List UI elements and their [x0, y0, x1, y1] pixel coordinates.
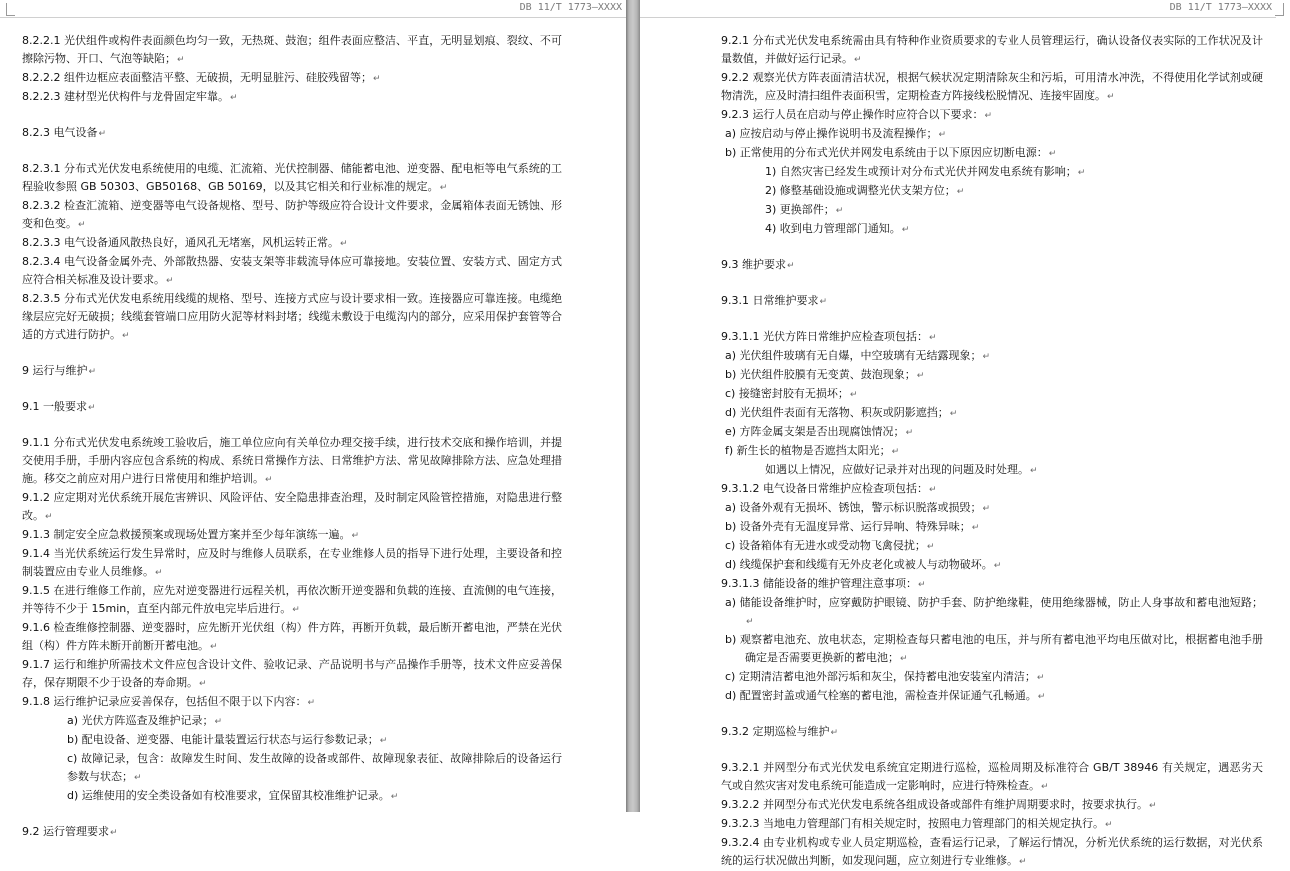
paragraph[interactable] — [725, 594, 1263, 631]
paragraph[interactable] — [721, 163, 1263, 182]
paragraph-mark-icon: ↵ — [1048, 149, 1057, 159]
paragraph-mark-icon: ↵ — [88, 403, 96, 413]
paragraph-mark-icon: ↵ — [900, 654, 908, 664]
paragraph-mark-icon: ↵ — [1107, 92, 1115, 102]
paragraph[interactable] — [22, 712, 562, 731]
paragraph-text: 9.2.3 运行人员在启动与停止操作时应符合以下要求： — [721, 108, 984, 121]
paragraph-mark-icon: ↵ — [78, 220, 86, 230]
paragraph[interactable] — [725, 518, 1263, 537]
paragraph[interactable] — [721, 834, 1263, 871]
paragraph-text: 9.3.1 日常维护要求 — [721, 294, 819, 307]
paragraph-mark-icon: ↵ — [1041, 782, 1049, 792]
paragraph[interactable] — [721, 220, 1263, 239]
paragraph[interactable] — [22, 32, 562, 69]
paragraph[interactable] — [22, 823, 562, 842]
paragraph-text: c) 定期清洁蓄电池外部污垢和灰尘，保持蓄电池安装室内清洁； — [725, 670, 1036, 683]
paragraph-text: 8.2.3.2 检查汇流箱、逆变器等电气设备规格、型号、防护等级应符合设计文件要求，金属箱体表面无锈蚀、形变和色变。 — [22, 199, 562, 230]
paragraph-text: 9.2.1 分布式光伏发电系统需由具有特种作业资质要求的专业人员管理运行，确认设备仪表实际的工作状况及计量数值，并做好运行记录。 — [721, 34, 1263, 65]
paragraph-text: 9.3.2.1 并网型分布式光伏发电系统宜定期进行巡检，巡检周期及标准符合 GB/T 38946 有关规定，遇恶劣天气或自然灾害对发电系统可能造成一定影响时，应进行特殊检查。 — [721, 761, 1263, 792]
paragraph-mark-icon: ↵ — [122, 331, 130, 341]
paragraph-mark-icon: ↵ — [938, 130, 947, 140]
paragraph-text: 9.3.1.3 储能设备的维护管理注意事项： — [721, 577, 917, 590]
paragraph-mark-icon: ↵ — [849, 390, 858, 400]
paragraph[interactable] — [721, 292, 1263, 311]
paragraph-mark-icon: ↵ — [177, 55, 185, 65]
paragraph[interactable] — [22, 731, 562, 750]
paragraph-text: c) 接缝密封胶有无损坏； — [725, 387, 849, 400]
paragraph-text: 9.3 维护要求 — [721, 258, 786, 271]
margin-corner-mark — [1275, 3, 1284, 16]
paragraph-mark-icon: ↵ — [1148, 801, 1157, 811]
paragraph-mark-icon: ↵ — [982, 504, 991, 514]
header-rule — [640, 17, 1276, 18]
paragraph-text: 8.2.3.4 电气设备金属外壳、外部散热器、安装支架等非载流导体应可靠接地。安装位置、安装方式、固定方式应符合相关标准及设计要求。 — [22, 255, 562, 286]
paragraph[interactable] — [22, 124, 562, 143]
paragraph-mark-icon: ↵ — [1036, 673, 1045, 683]
paragraph-text: 9.1.7 运行和维护所需技术文件应包含设计文件、验收记录、产品说明书与产品操作手册等，技术文件应妥善保存，保存期限不少于设备的寿命期。 — [22, 658, 562, 689]
paragraph[interactable] — [721, 723, 1263, 742]
paragraph-mark-icon: ↵ — [1077, 168, 1086, 178]
paragraph-mark-icon: ↵ — [787, 261, 795, 271]
paragraph[interactable] — [721, 461, 1263, 480]
paragraph-text: a) 光伏方阵巡查及维护记录； — [67, 714, 214, 727]
paragraph[interactable] — [721, 796, 1263, 815]
paragraph-text: 9.1.4 当光伏系统运行发生异常时，应及时与维修人员联系，在专业维修人员的指导下进行处理，主要设备和控制装置应由专业人员维修。 — [22, 547, 562, 578]
paragraph[interactable] — [22, 489, 562, 526]
paragraph-mark-icon: ↵ — [916, 371, 925, 381]
paragraph-text: 9.3.2.3 当地电力管理部门有相关规定时，按照电力管理部门的相关规定执行。 — [721, 817, 1104, 830]
paragraph-mark-icon: ↵ — [993, 561, 1002, 571]
paragraph[interactable] — [725, 537, 1263, 556]
paragraph-mark-icon: ↵ — [166, 276, 174, 286]
paragraph[interactable] — [725, 687, 1263, 706]
paragraph[interactable] — [721, 182, 1263, 201]
paragraph-text: d) 光伏组件表面有无落物、积灰或阴影遮挡； — [725, 406, 949, 419]
paragraph-mark-icon: ↵ — [746, 617, 754, 627]
paragraph-mark-icon: ↵ — [830, 728, 839, 738]
paragraph[interactable] — [725, 347, 1263, 366]
paragraph-mark-icon: ↵ — [199, 679, 207, 689]
paragraph[interactable] — [725, 144, 1263, 163]
paragraph-text: 9.3.2.4 由专业机构或专业人员定期巡检，查看运行记录，了解运行情况，分析光伏系统的运行数据，对光伏系统的运行状况做出判断，如发现问题，应立刻进行专业维修。 — [721, 836, 1263, 867]
paragraph-mark-icon: ↵ — [891, 447, 900, 457]
paragraph-text: d) 线缆保护套和线缆有无外皮老化或被人与动物破坏。 — [725, 558, 993, 571]
paragraph[interactable] — [22, 290, 562, 345]
paragraph[interactable] — [22, 656, 562, 693]
paragraph-text: d) 运维使用的安全类设备如有校准要求，宜保留其校准维护记录。 — [67, 789, 390, 802]
paragraph-text: c) 设备箱体有无进水或受动物飞禽侵扰； — [725, 539, 926, 552]
paragraph-mark-icon: ↵ — [134, 773, 142, 783]
paragraph-text: 9.1.8 运行维护记录应妥善保存，包括但不限于以下内容： — [22, 695, 307, 708]
paragraph-mark-icon: ↵ — [854, 55, 862, 65]
paragraph-text: d) 配置密封盖或通气栓塞的蓄电池，需检查并保证通气孔畅通。 — [725, 689, 1037, 702]
paragraph-text: b) 正常使用的分布式光伏并网发电系统由于以下原因应切断电源： — [725, 146, 1048, 159]
paragraph-text: 2) 修整基础设施或调整光伏支架方位； — [765, 184, 956, 197]
paragraph[interactable] — [721, 106, 1263, 125]
running-header: DB 11/T 1773—XXXX — [519, 2, 622, 13]
paragraph-mark-icon: ↵ — [1030, 466, 1038, 476]
paragraph-text: 8.2.2.2 组件边框应表面整洁平整、无破损，无明显脏污、硅胶残留等； — [22, 71, 372, 84]
paragraph[interactable] — [22, 253, 562, 290]
paragraph-text: a) 应按启动与停止操作说明书及流程操作； — [725, 127, 938, 140]
paragraph[interactable] — [22, 545, 562, 582]
paragraph[interactable] — [725, 404, 1263, 423]
paragraph-text: a) 设备外观有无损坏、锈蚀，警示标识脱落或损毁； — [725, 501, 982, 514]
paragraph[interactable] — [22, 619, 562, 656]
running-header: DB 11/T 1773—XXXX — [1169, 2, 1272, 13]
paragraph-mark-icon: ↵ — [98, 129, 107, 139]
paragraph-mark-icon: ↵ — [982, 352, 991, 362]
paragraph[interactable] — [721, 815, 1263, 834]
paragraph-mark-icon: ↵ — [214, 717, 223, 727]
paragraph[interactable] — [725, 631, 1263, 668]
paragraph-mark-icon: ↵ — [210, 642, 218, 652]
paragraph[interactable] — [721, 328, 1263, 347]
paragraph[interactable] — [22, 787, 562, 806]
paragraph-text: 8.2.3.1 分布式光伏发电系统使用的电缆、汇流箱、光伏控制器、储能蓄电池、逆变器、配电柜等电气系统的工程验收参照 GB 50303、GB50168、GB 50169，以及其它相关和行业标准的规定。 — [22, 162, 562, 193]
paragraph-text: 8.2.2.3 建材型光伏构件与龙骨固定牢靠。 — [22, 90, 229, 103]
page-body[interactable] — [22, 32, 562, 842]
paragraph-text: 3) 更换部件； — [765, 203, 835, 216]
paragraph-text: b) 配电设备、逆变器、电能计量装置运行状态与运行参数记录； — [67, 733, 379, 746]
paragraph[interactable] — [721, 480, 1263, 499]
paragraph-text: 如遇以上情况，应做好记录并对出现的问题及时处理。 — [765, 463, 1029, 476]
paragraph-text: f) 新生长的植物是否遮挡太阳光； — [725, 444, 891, 457]
paragraph-text: 9.1 一般要求 — [22, 400, 87, 413]
paragraph-text: b) 设备外壳有无温度异常、运行异响、特殊异味； — [725, 520, 971, 533]
paragraph-text: 9.1.2 应定期对光伏系统开展危害辨识、风险评估、安全隐患排查治理，及时制定风险管控措施，对隐患进行整改。 — [22, 491, 562, 522]
paragraph-mark-icon: ↵ — [379, 736, 388, 746]
paragraph-text: 9.2.2 观察光伏方阵表面清洁状况，根据气候状况定期清除灰尘和污垢，可用清水冲洗，不得使用化学试剂或硬物清洗，应及时清扫组件表面积雪，定期检查方阵接线松脱情况、连接牢固度。 — [721, 71, 1263, 102]
paragraph-text: c) 故障记录，包含：故障发生时间、发生故障的设备或部件、故障现象表征、故障排除后的设备运行参数与状态； — [67, 752, 562, 783]
paragraph[interactable] — [721, 201, 1263, 220]
paragraph-mark-icon: ↵ — [835, 206, 844, 216]
paragraph-text: 9.3.1.2 电气设备日常维护应检查项包括： — [721, 482, 928, 495]
paragraph[interactable] — [725, 125, 1263, 144]
paragraph-text: 9.3.2.2 并网型分布式光伏发电系统各组成设备或部件有维护周期要求时，按要求执行。 — [721, 798, 1148, 811]
page-body[interactable] — [721, 32, 1263, 871]
paragraph[interactable] — [725, 442, 1263, 461]
paragraph-text: 8.2.3 电气设备 — [22, 126, 98, 139]
paragraph-text: b) 观察蓄电池充、放电状态，定期检查每只蓄电池的电压，并与所有蓄电池平均电压做对比，根据蓄电池手册确定是否需要更换新的蓄电池； — [725, 633, 1263, 664]
paragraph[interactable] — [725, 556, 1263, 575]
document-page-left — [0, 0, 626, 838]
paragraph[interactable] — [721, 32, 1263, 69]
paragraph-mark-icon: ↵ — [292, 605, 300, 615]
paragraph-text: 8.2.3.5 分布式光伏发电系统用线缆的规格、型号、连接方式应与设计要求相一致。连接器应可靠连接。电缆绝缘层应完好无破损；线缆套管端口应用防火泥等材料封堵；线缆未敷设于电缆沟内的部分，应采用保护套管等合适的方式进行防护。 — [22, 292, 562, 341]
paragraph[interactable] — [725, 499, 1263, 518]
paragraph-mark-icon: ↵ — [229, 93, 238, 103]
paragraph[interactable] — [725, 423, 1263, 442]
paragraph-text: 9.3.1.1 光伏方阵日常维护应检查项包括： — [721, 330, 928, 343]
paragraph-text: 9.1.5 在进行维修工作前，应先对逆变器进行远程关机，再依次断开逆变器和负载的连接、直流侧的电气连接，并等待不少于 15min，直至内部元件放电完毕后进行。 — [22, 584, 562, 615]
document-page-right — [640, 0, 1290, 867]
paragraph-mark-icon: ↵ — [88, 367, 97, 377]
paragraph-mark-icon: ↵ — [390, 792, 399, 802]
paragraph-mark-icon: ↵ — [439, 183, 448, 193]
paragraph-text: 9.1.6 检查维修控制器、逆变器时，应先断开光伏组（构）件方阵，再断开负载，最后断开蓄电池，严禁在光伏组（构）件方阵未断开前断开蓄电池。 — [22, 621, 562, 652]
paragraph-mark-icon: ↵ — [265, 475, 273, 485]
paragraph-mark-icon: ↵ — [917, 580, 926, 590]
paragraph[interactable] — [721, 575, 1263, 594]
paragraph-mark-icon: ↵ — [926, 542, 935, 552]
header-rule — [0, 17, 626, 18]
paragraph[interactable] — [22, 398, 562, 417]
paragraph-text: 1) 自然灾害已经发生或预计对分布式光伏并网发电系统有影响； — [765, 165, 1077, 178]
paragraph-mark-icon: ↵ — [307, 698, 316, 708]
paragraph-text: 9.2 运行管理要求 — [22, 825, 109, 838]
paragraph-text: 9.1.1 分布式光伏发电系统竣工验收后，施工单位应向有关单位办理交接手续，进行技术交底和操作培训，并提交使用手册，手册内容应包含系统的构成、系统日常操作方法、日常维护方法、常见故障排除方法、应急处理措施。移交之前应对用户进行日常使用和维护培训。 — [22, 436, 562, 485]
paragraph-mark-icon: ↵ — [155, 568, 163, 578]
paragraph[interactable] — [22, 234, 562, 253]
paragraph-text: 8.2.3.3 电气设备通风散热良好，通风孔无堵塞，风机运转正常。 — [22, 236, 339, 249]
paragraph[interactable] — [22, 750, 562, 787]
page-gutter — [626, 0, 640, 812]
paragraph[interactable] — [22, 69, 562, 88]
paragraph-mark-icon: ↵ — [949, 409, 958, 419]
paragraph-text: a) 储能设备维护时，应穿戴防护眼镜、防护手套、防护绝缘鞋，使用绝缘器械，防止人身事故和蓄电池短路； — [725, 596, 1263, 609]
paragraph[interactable] — [725, 385, 1263, 404]
paragraph[interactable] — [721, 256, 1263, 275]
paragraph[interactable] — [22, 582, 562, 619]
paragraph-mark-icon: ↵ — [110, 828, 118, 838]
paragraph-mark-icon: ↵ — [928, 333, 937, 343]
paragraph-text: e) 方阵金属支架是否出现腐蚀情况； — [725, 425, 905, 438]
paragraph-mark-icon: ↵ — [819, 297, 828, 307]
paragraph-mark-icon: ↵ — [928, 485, 937, 495]
paragraph[interactable] — [22, 526, 562, 545]
paragraph[interactable] — [22, 362, 562, 381]
paragraph[interactable] — [22, 88, 562, 107]
paragraph[interactable] — [725, 366, 1263, 385]
paragraph-mark-icon: ↵ — [372, 74, 381, 84]
paragraph-text: 9.1.3 制定安全应急救援预案或现场处置方案并至少每年演练一遍。 — [22, 528, 351, 541]
paragraph[interactable] — [22, 693, 562, 712]
paragraph[interactable] — [721, 69, 1263, 106]
paragraph[interactable] — [725, 668, 1263, 687]
paragraph-mark-icon: ↵ — [984, 111, 993, 121]
paragraph-mark-icon: ↵ — [971, 523, 980, 533]
paragraph-text: 8.2.2.1 光伏组件或构件表面颜色均匀一致，无热斑、鼓泡；组件表面应整洁、平直，无明显划痕、裂纹、不可擦除污物、开口、气泡等缺陷； — [22, 34, 562, 65]
paragraph-mark-icon: ↵ — [1019, 857, 1027, 867]
margin-corner-mark — [6, 3, 15, 16]
paragraph[interactable] — [22, 197, 562, 234]
paragraph-mark-icon: ↵ — [1104, 820, 1113, 830]
paragraph[interactable] — [22, 434, 562, 489]
paragraph-mark-icon: ↵ — [45, 512, 53, 522]
paragraph-mark-icon: ↵ — [351, 531, 360, 541]
paragraph-text: 9 运行与维护 — [22, 364, 88, 377]
paragraph-text: b) 光伏组件胶膜有无变黄、鼓泡现象； — [725, 368, 916, 381]
paragraph-text: a) 光伏组件玻璃有无自爆，中空玻璃有无结露现象； — [725, 349, 982, 362]
paragraph-text: 9.3.2 定期巡检与维护 — [721, 725, 830, 738]
paragraph[interactable] — [721, 759, 1263, 796]
paragraph-mark-icon: ↵ — [339, 239, 348, 249]
paragraph[interactable] — [22, 160, 562, 197]
paragraph-mark-icon: ↵ — [1037, 692, 1046, 702]
paragraph-mark-icon: ↵ — [956, 187, 965, 197]
paragraph-mark-icon: ↵ — [905, 428, 914, 438]
paragraph-text: 4) 收到电力管理部门通知。 — [765, 222, 901, 235]
paragraph-mark-icon: ↵ — [901, 225, 910, 235]
